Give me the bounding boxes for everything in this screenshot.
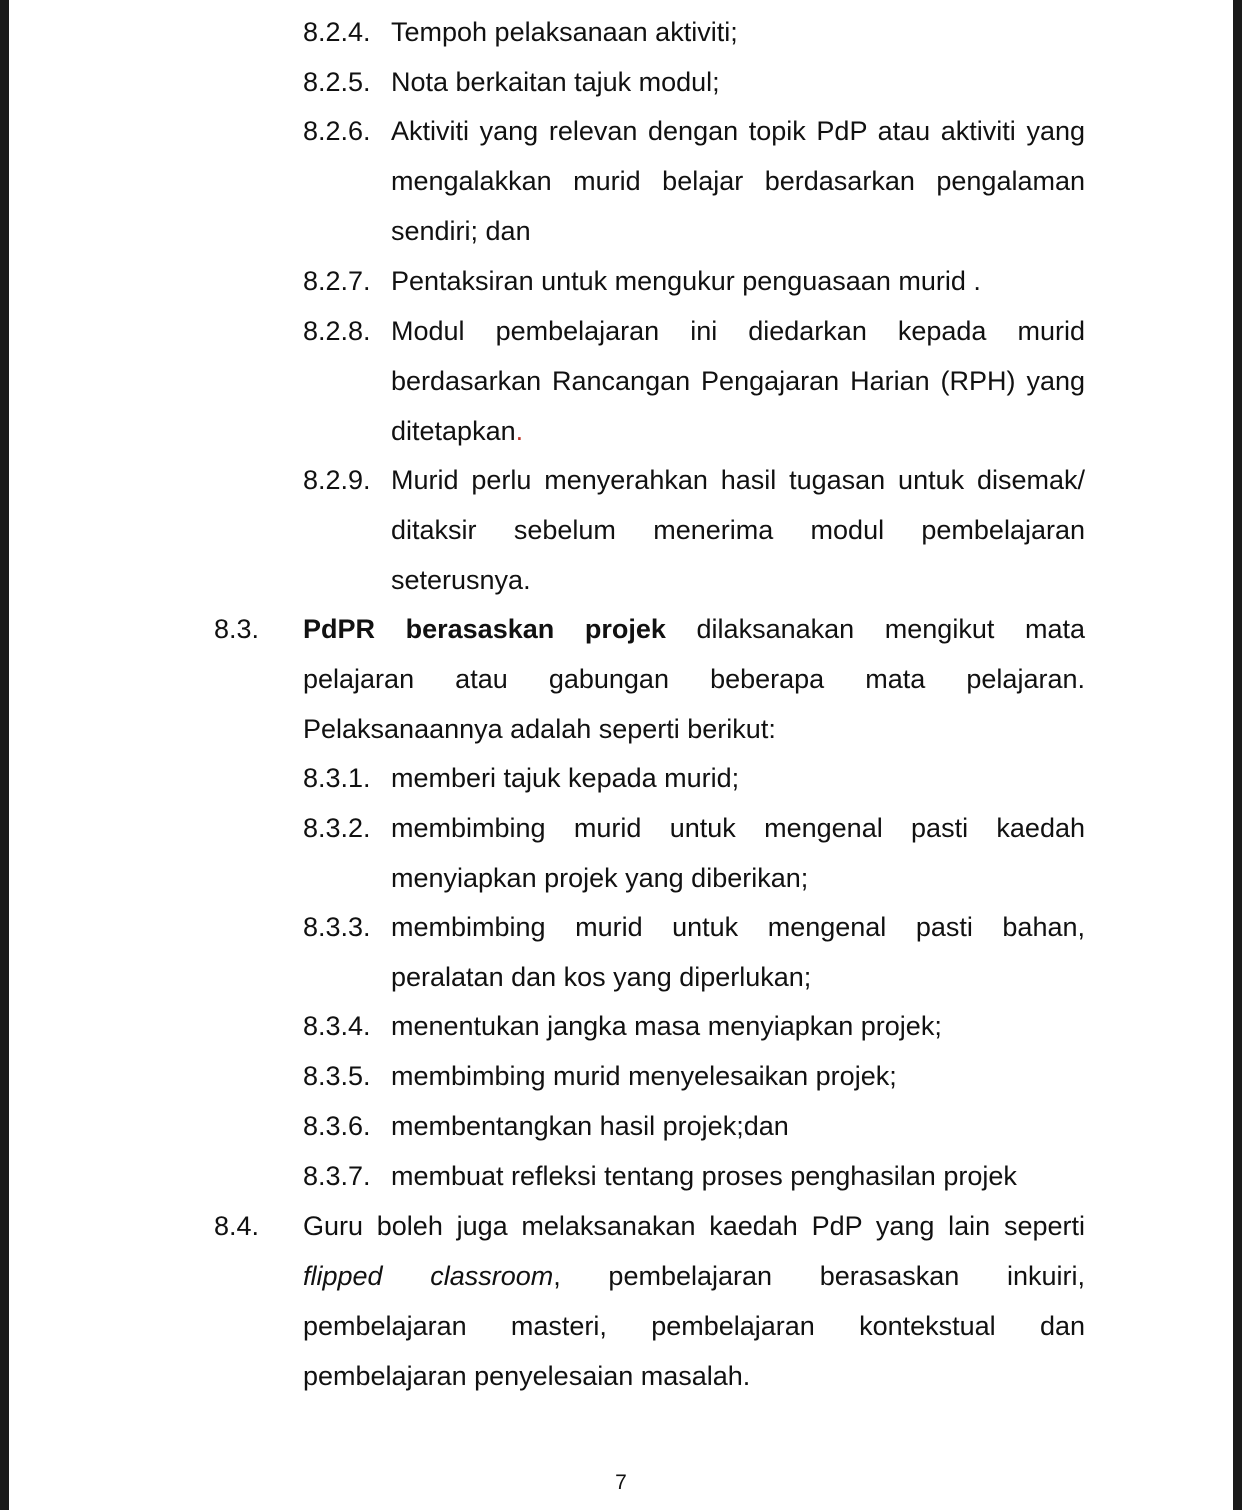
item-text: membimbing murid untuk mengenal pasti bahan, peralatan dan kos yang diperlukan;: [391, 912, 1085, 992]
item-number: 8.3.4.: [303, 1011, 371, 1041]
section-number: 8.3.: [214, 614, 260, 644]
item-number: 8.2.4.: [303, 17, 371, 47]
list-item-8-3-2: [303, 803, 1093, 903]
list-item-8-2-5: [303, 57, 1093, 107]
item-number: 8.2.9.: [303, 465, 371, 495]
section-body-start: Guru boleh juga melaksanakan kaedah PdP yang lain seperti: [303, 1211, 1085, 1241]
item-text: Pentaksiran untuk mengukur penguasaan murid .: [391, 266, 981, 296]
item-number: 8.2.7.: [303, 266, 371, 296]
section-body-end: , pembelajaran berasaskan inkuiri, pembelajaran masteri, pembelajaran kontekstual dan pembelajaran penyelesaian masalah.: [303, 1261, 1085, 1391]
document-page: [9, 0, 1233, 1510]
item-number: 8.2.8.: [303, 316, 371, 346]
item-number: 8.3.6.: [303, 1111, 371, 1141]
page-number: 7: [615, 1471, 627, 1494]
item-text: membimbing murid untuk mengenal pasti kaedah menyiapkan projek yang diberikan;: [391, 813, 1085, 893]
section-body: dilaksanakan mengikut mata pelajaran atau gabungan beberapa mata pelajaran. Pelaksanaannya adalah seperti berikut:: [303, 614, 1085, 744]
item-text-body: Modul pembelajaran ini diedarkan kepada murid berdasarkan Rancangan Pengajaran Harian (RPH) yang ditetapkan: [391, 316, 1085, 446]
item-number: 8.2.5.: [303, 67, 371, 97]
item-text: Tempoh pelaksanaan aktiviti;: [391, 17, 738, 47]
bold-lead: PdPR berasaskan projek: [303, 614, 666, 644]
item-text: [391, 306, 1085, 456]
item-text: membentangkan hasil projek;dan: [391, 1111, 789, 1141]
red-period: .: [515, 416, 524, 446]
list-item-8-2-8: [303, 306, 1093, 456]
item-number: 8.3.1.: [303, 763, 371, 793]
list-item-8-3-6: [303, 1101, 1093, 1151]
item-number: 8.3.7.: [303, 1161, 371, 1191]
item-text: memberi tajuk kepada murid;: [391, 763, 740, 793]
list-item-8-3-7: [303, 1151, 1093, 1201]
list-item-8-3-4: [303, 1001, 1093, 1051]
list-item-8-3-3: [303, 902, 1093, 1002]
left-page-edge: [0, 0, 9, 1510]
item-text: Aktiviti yang relevan dengan topik PdP atau aktiviti yang mengalakkan murid belajar berdasarkan pengalaman sendiri; dan: [391, 116, 1085, 246]
item-text: Murid perlu menyerahkan hasil tugasan untuk disemak/ ditaksir sebelum menerima modul pembelajaran seterusnya.: [391, 465, 1085, 595]
list-item-8-2-9: [303, 455, 1093, 605]
item-text: menentukan jangka masa menyiapkan projek;: [391, 1011, 942, 1041]
section-8-3: [214, 604, 1094, 754]
item-text: Nota berkaitan tajuk modul;: [391, 67, 720, 97]
list-item-8-2-4: [303, 7, 1093, 57]
section-8-4: [214, 1201, 1094, 1401]
list-item-8-2-7: [303, 256, 1093, 306]
italic-term: flipped classroom: [303, 1261, 554, 1291]
right-page-edge: [1233, 0, 1242, 1510]
list-item-8-3-5: [303, 1051, 1093, 1101]
section-number: 8.4.: [214, 1211, 260, 1241]
section-text: [303, 1201, 1085, 1401]
section-text: [303, 604, 1085, 754]
item-number: 8.3.5.: [303, 1061, 371, 1091]
item-number: 8.3.2.: [303, 813, 371, 843]
item-text: membimbing murid menyelesaikan projek;: [391, 1061, 897, 1091]
item-text: membuat refleksi tentang proses penghasilan projek: [391, 1161, 1017, 1191]
item-number: 8.2.6.: [303, 116, 371, 146]
list-item-8-2-6: [303, 106, 1093, 256]
list-item-8-3-1: [303, 753, 1093, 803]
item-number: 8.3.3.: [303, 912, 371, 942]
